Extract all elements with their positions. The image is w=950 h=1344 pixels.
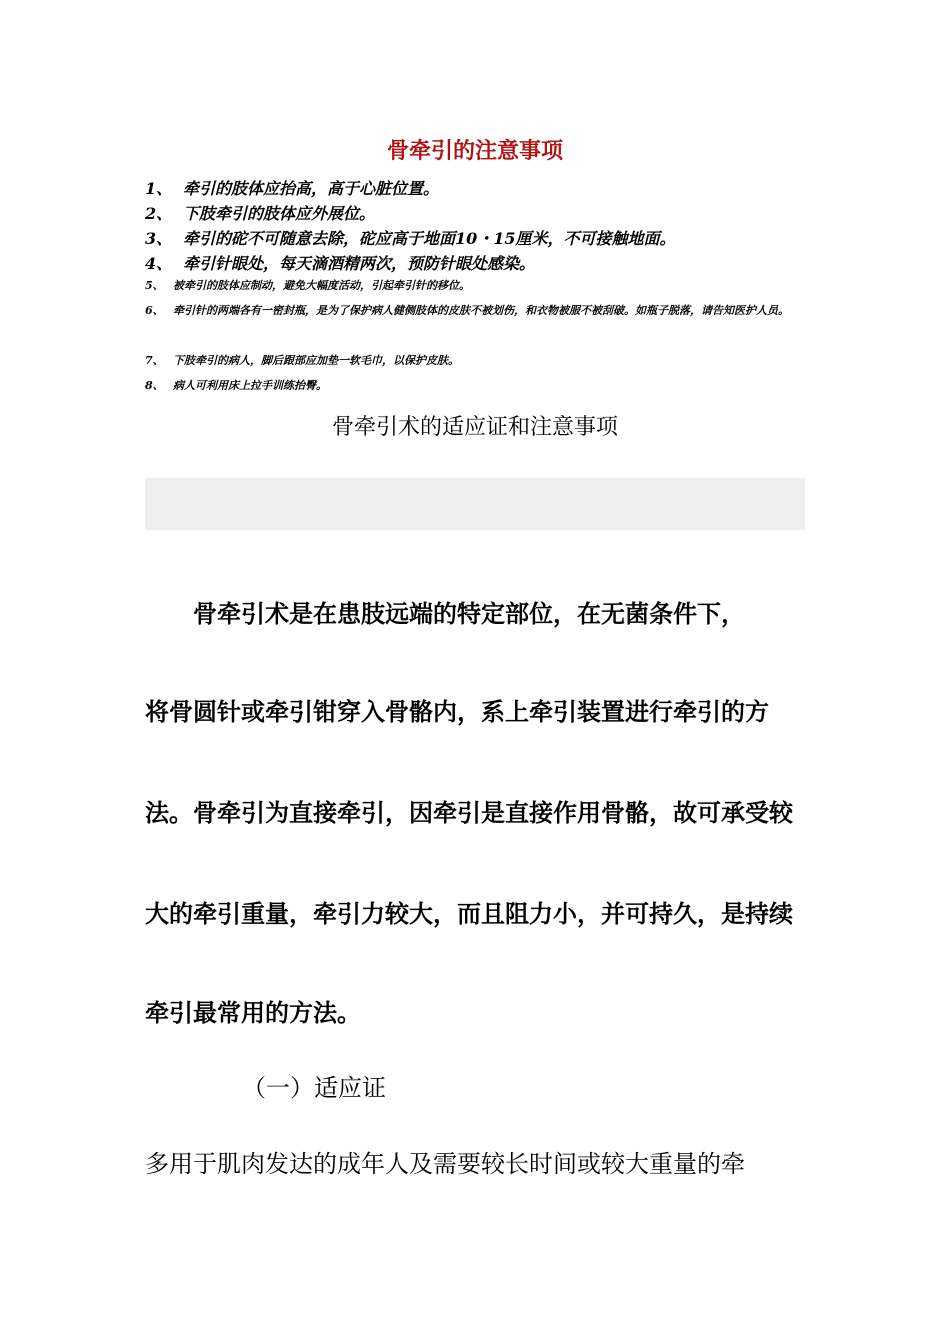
- item-text: 下肢牵引的病人，脚后跟部应加垫一软毛巾，以保护皮肤。: [173, 354, 459, 367]
- list-item: [145, 299, 825, 322]
- item-number: 5、: [145, 279, 164, 292]
- item-text: 牵引针眼处，每天滴酒精两次，预防针眼处感染。: [183, 254, 536, 273]
- section-title: 骨牵引术的适应证和注意事项: [331, 415, 618, 440]
- paragraph-line: 将骨圆针或牵引钳穿入骨骼内，系上牵引装置进行牵引的方: [145, 697, 769, 726]
- item-number: 4、: [145, 254, 173, 273]
- item-number: 7、: [145, 354, 164, 367]
- list-item: [145, 374, 825, 397]
- item-number: 8、: [145, 379, 164, 392]
- list-item: [145, 349, 825, 372]
- list-item: [145, 251, 825, 274]
- paragraph-line: 多用于肌肉发达的成年人及需要较长时间或较大重量的牵: [145, 1150, 745, 1178]
- item-number: 6、: [145, 304, 164, 317]
- item-text: 病人可利用床上拉手训练抬臀。: [173, 379, 327, 392]
- item-number: 1、: [145, 179, 173, 198]
- item-text: 下肢牵引的肢体应外展位。: [183, 204, 376, 223]
- item-number: 3、: [145, 229, 173, 248]
- item-text: 被牵引的肢体应制动，避免大幅度活动，引起牵引针的移位。: [173, 279, 470, 292]
- list-item: [145, 201, 825, 224]
- paragraph-line: 法。骨牵引为直接牵引，因牵引是直接作用骨骼，故可承受较: [145, 798, 793, 827]
- item-text: 牵引针的两端各有一密封瓶，是为了保护病人健侧肢体的皮肤不被划伤，和衣物被服不被刮破。如瓶子脱落，请告知医护人员。: [173, 304, 789, 317]
- document-title: 骨牵引的注意事项: [386, 138, 563, 164]
- item-number: 2、: [145, 204, 173, 223]
- list-item: [145, 176, 825, 199]
- paragraph-line: 骨牵引术是在患肢远端的特定部位，在无菌条件下，: [145, 599, 745, 628]
- paragraph-line: 大的牵引重量，牵引力较大，而且阻力小，并可持久，是持续: [145, 899, 793, 928]
- paragraph-line: 牵引最常用的方法。: [145, 998, 361, 1027]
- item-text: 牵引的砣不可随意去除，砣应高于地面10・15厘米，不可接触地面。: [183, 229, 676, 248]
- list-item: [145, 226, 825, 249]
- subheading: （一）适应证: [242, 1074, 386, 1102]
- list-item: [145, 274, 825, 297]
- gray-placeholder-box: [145, 478, 805, 530]
- item-text: 牵引的肢体应抬高，高于心脏位置。: [183, 179, 440, 198]
